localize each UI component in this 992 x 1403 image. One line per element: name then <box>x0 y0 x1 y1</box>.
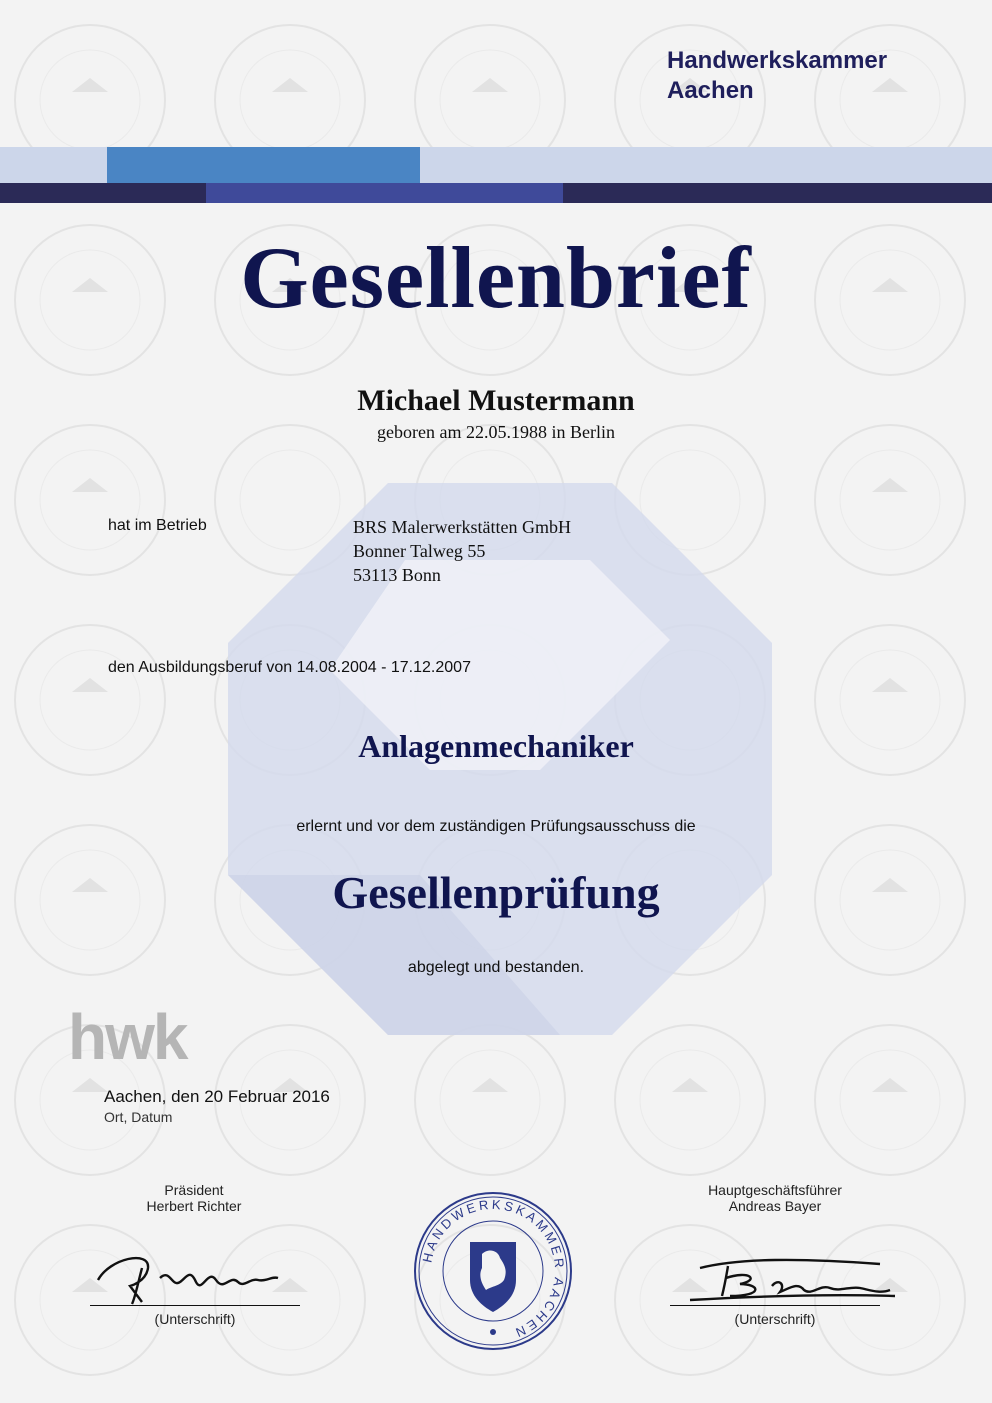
issuer-line-1: Handwerkskammer <box>667 47 888 74</box>
company-street: Bonner Talweg 55 <box>353 541 486 561</box>
company-address <box>353 515 571 587</box>
signatory-right-name: Andreas Bayer <box>728 1198 822 1214</box>
certificate-title: Gesellenbrief <box>240 230 752 327</box>
signatory-left-role: Präsident <box>164 1182 224 1198</box>
issuer-name <box>667 46 967 106</box>
signature-line-right <box>670 1305 880 1306</box>
company-city: 53113 Bonn <box>353 565 441 585</box>
exam-title: Gesellenprüfung <box>332 867 660 918</box>
birth-line: geboren am 22.05.1988 in Berlin <box>377 422 615 442</box>
signatory-right-role: Hauptgeschäftsführer <box>708 1182 842 1198</box>
signatory-right <box>670 1182 880 1214</box>
header-band-mid <box>107 147 420 183</box>
place-date-caption: Ort, Datum <box>104 1109 173 1125</box>
company-name: BRS Malerwerkstätten GmbH <box>353 517 571 537</box>
signature-caption-right: (Unterschrift) <box>734 1311 816 1327</box>
signature-left <box>90 1238 300 1308</box>
issuer-line-2: Aachen <box>667 77 754 104</box>
profession: Anlagenmechaniker <box>358 728 634 764</box>
signature-caption-left: (Unterschrift) <box>154 1311 236 1327</box>
holder-name: Michael Mustermann <box>357 384 635 417</box>
official-seal <box>412 1190 574 1352</box>
signatory-left <box>94 1182 294 1214</box>
signature-right <box>680 1250 900 1310</box>
passed-line: abgelegt und bestanden. <box>407 959 585 976</box>
company-label: hat im Betrieb <box>108 517 207 534</box>
place-date: Aachen, den 20 Februar 2016 <box>104 1087 330 1106</box>
learned-line: erlernt und vor dem zuständigen Prüfungsausschuss die <box>296 818 696 835</box>
training-period: den Ausbildungsberuf von 14.08.2004 - 17.12.2007 <box>108 659 471 676</box>
signatory-left-name: Herbert Richter <box>146 1198 242 1214</box>
seal-ring-text: HANDWERKSKAMMER AACHEN <box>419 1196 568 1342</box>
hwk-logo: hwk <box>68 1001 187 1073</box>
signature-line-left <box>90 1305 300 1306</box>
header-band-accent <box>206 183 563 203</box>
